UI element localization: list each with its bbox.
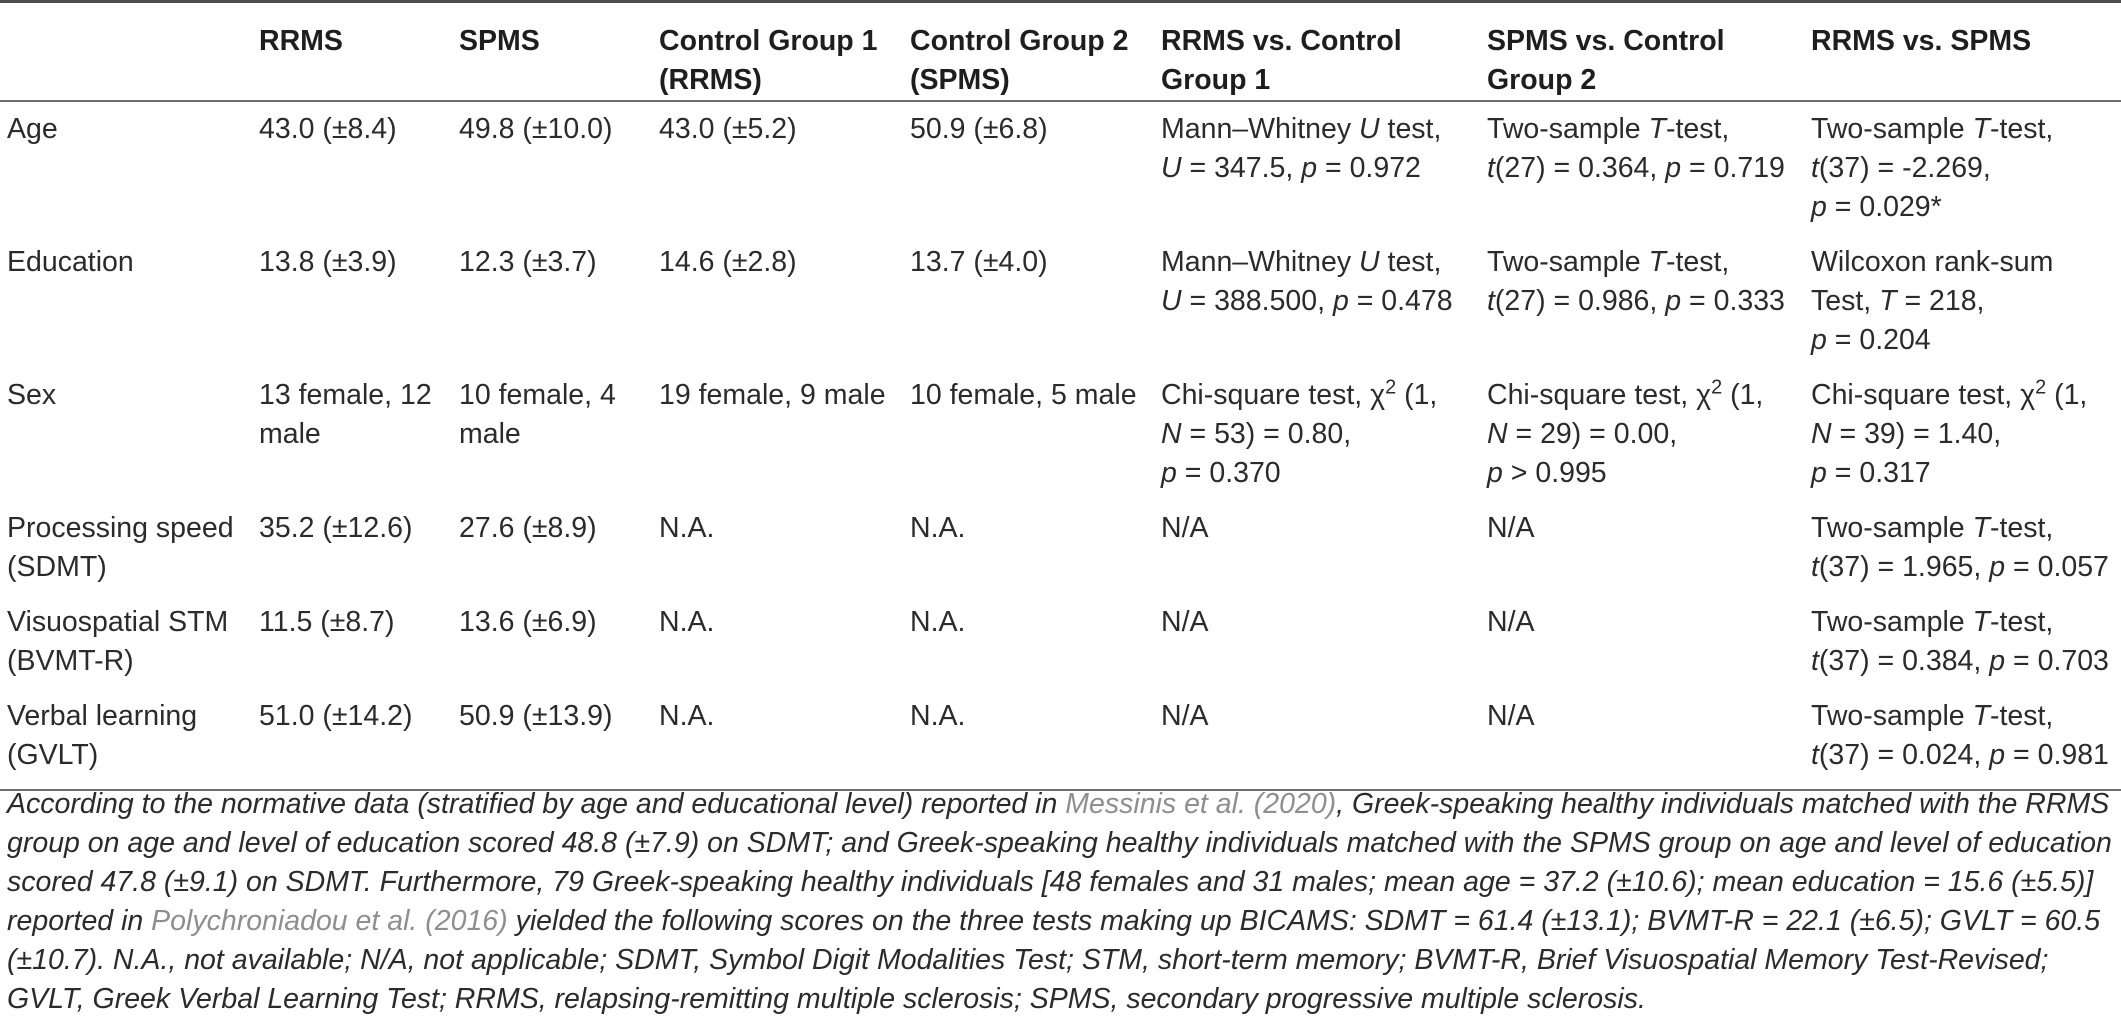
cell-spms-vs-control: Chi-square test, $\chi^2$ (1, N = 29) = 0.00, p > 0.995: [1487, 376, 1764, 489]
cell-rrms-vs-spms: Two-sample T-test, t(37) = 0.024, p = 0.981: [1811, 700, 2109, 771]
cell-rrms-vs-spms: Two-sample T-test, t(37) = 0.384, p = 0.703: [1811, 606, 2109, 677]
cell-rrms-vs-control: N/A: [1161, 606, 1209, 638]
cell-rrms: 35.2 (±12.6): [259, 512, 413, 544]
header-spms-vs-control: SPMS vs. Control Group 2: [1487, 2, 1811, 102]
cell-spms-vs-control: N/A: [1487, 512, 1535, 544]
cell-rrms-vs-control: Mann–Whitney U test, U = 388.500, p = 0.478: [1161, 246, 1453, 317]
cell-control-1: N.A.: [659, 606, 715, 638]
row-label: Processing speed (SDMT): [7, 512, 234, 583]
cell-spms-vs-control: N/A: [1487, 606, 1535, 638]
header-rrms-vs-control: RRMS vs. Control Group 1: [1161, 2, 1487, 102]
cell-rrms: 13.8 (±3.9): [259, 246, 397, 278]
cell-control-1: N.A.: [659, 700, 715, 732]
cell-rrms: 43.0 (±8.4): [259, 113, 397, 145]
row-label: Age: [7, 113, 58, 145]
table-row-age: [0, 101, 2121, 235]
cell-spms-vs-control: Two-sample T-test, t(27) = 0.986, p = 0.333: [1487, 246, 1785, 317]
row-label: Verbal learning (GVLT): [7, 700, 198, 771]
cell-control-1: N.A.: [659, 512, 715, 544]
cell-spms-vs-control: Two-sample T-test, t(27) = 0.364, p = 0.719: [1487, 113, 1785, 184]
reference-link-messinis[interactable]: Messinis et al. (2020): [1065, 788, 1337, 820]
cell-rrms-vs-spms: Two-sample T-test, t(37) = 1.965, p = 0.057: [1811, 512, 2109, 583]
cell-control-1: 43.0 (±5.2): [659, 113, 797, 145]
row-label: Visuospatial STM (BVMT-R): [7, 606, 229, 677]
cell-rrms-vs-control: Mann–Whitney U test, U = 347.5, p = 0.972: [1161, 113, 1442, 184]
table-row-education: [0, 235, 2121, 368]
table-row-sex: [0, 368, 2121, 501]
cell-rrms-vs-control: N/A: [1161, 512, 1209, 544]
cell-rrms-vs-spms: Chi-square test, $\chi^2$ (1, N = 39) = 1.40, p = 0.317: [1811, 376, 2088, 489]
cell-spms: 12.3 (±3.7): [459, 246, 597, 278]
cell-control-2: 10 female, 5 male: [910, 379, 1137, 411]
cell-spms: 10 female, 4 male: [459, 379, 616, 450]
table-row-processing-speed: [0, 501, 2121, 595]
cell-control-2: 13.7 (±4.0): [910, 246, 1048, 278]
cell-rrms: 51.0 (±14.2): [259, 700, 413, 732]
cell-rrms: 11.5 (±8.7): [259, 606, 395, 638]
cell-control-2: N.A.: [910, 606, 966, 638]
header-rrms: RRMS: [259, 2, 459, 102]
row-label: Sex: [7, 379, 57, 411]
cell-control-2: N.A.: [910, 512, 966, 544]
header-control-group-1: Control Group 1 (RRMS): [659, 2, 910, 102]
cell-rrms-vs-control: N/A: [1161, 700, 1209, 732]
table-row-visuospatial-stm: [0, 595, 2121, 689]
cell-spms: 49.8 (±10.0): [459, 113, 613, 145]
cell-spms: 13.6 (±6.9): [459, 606, 597, 638]
row-label: Education: [7, 246, 134, 278]
cell-rrms-vs-spms: Wilcoxon rank-sum Test, T = 218, p = 0.204: [1811, 246, 2054, 356]
cell-spms: 50.9 (±13.9): [459, 700, 613, 732]
cell-control-2: N.A.: [910, 700, 966, 732]
cell-rrms-vs-spms: Two-sample T-test, t(37) = -2.269, p = 0.029*: [1811, 113, 2054, 223]
header-row: [0, 2, 2121, 102]
table-caption: According to the normative data (stratified by age and educational level) reported in Messinis et al. (2020), Greek-speaking healthy individuals matched with the RRMS group on age and level of education scored 48.8 (±7.9) on SDMT; and Greek-speaking healthy individuals matched with the SPMS group on age and level of education scored 47.8 (±9.1) on SDMT. Furthermore, 79 Greek-speaking healthy individuals [48 females and 31 males; mean age = 37.2 (±10.6); mean education = 15.6 (±5.5)] reported in Polychroniadou et al. (2016) yielded the following scores on the three tests making up BICAMS: SDMT = 61.4 (±13.1); BVMT-R = 22.1 (±6.5); GVLT = 60.5 (±10.7). N.A., not available; N/A, not applicable; SDMT, Symbol Digit Modalities Test; STM, short-term memory; BVMT-R, Brief Visuospatial Memory Test-Revised; GVLT, Greek Verbal Learning Test; RRMS, relapsing-remitting multiple sclerosis; SPMS, secondary progressive multiple sclerosis.: [7, 788, 2112, 1015]
cell-control-1: 14.6 (±2.8): [659, 246, 797, 278]
header-control-group-2: Control Group 2 (SPMS): [910, 2, 1161, 102]
reference-link-polychroniadou[interactable]: Polychroniadou et al. (2016): [151, 905, 508, 937]
cell-control-1: 19 female, 9 male: [659, 379, 886, 411]
cell-spms-vs-control: N/A: [1487, 700, 1535, 732]
cell-rrms: 13 female, 12 male: [259, 379, 432, 450]
cell-rrms-vs-control: Chi-square test, $\chi^2$ (1, N = 53) = 0.80, p = 0.370: [1161, 376, 1438, 489]
table-row-verbal-learning: [0, 689, 2121, 790]
cell-control-2: 50.9 (±6.8): [910, 113, 1048, 145]
cell-spms: 27.6 (±8.9): [459, 512, 597, 544]
header-empty: [0, 2, 259, 102]
header-spms: SPMS: [459, 2, 659, 102]
header-rrms-vs-spms: RRMS vs. SPMS: [1811, 2, 2121, 102]
